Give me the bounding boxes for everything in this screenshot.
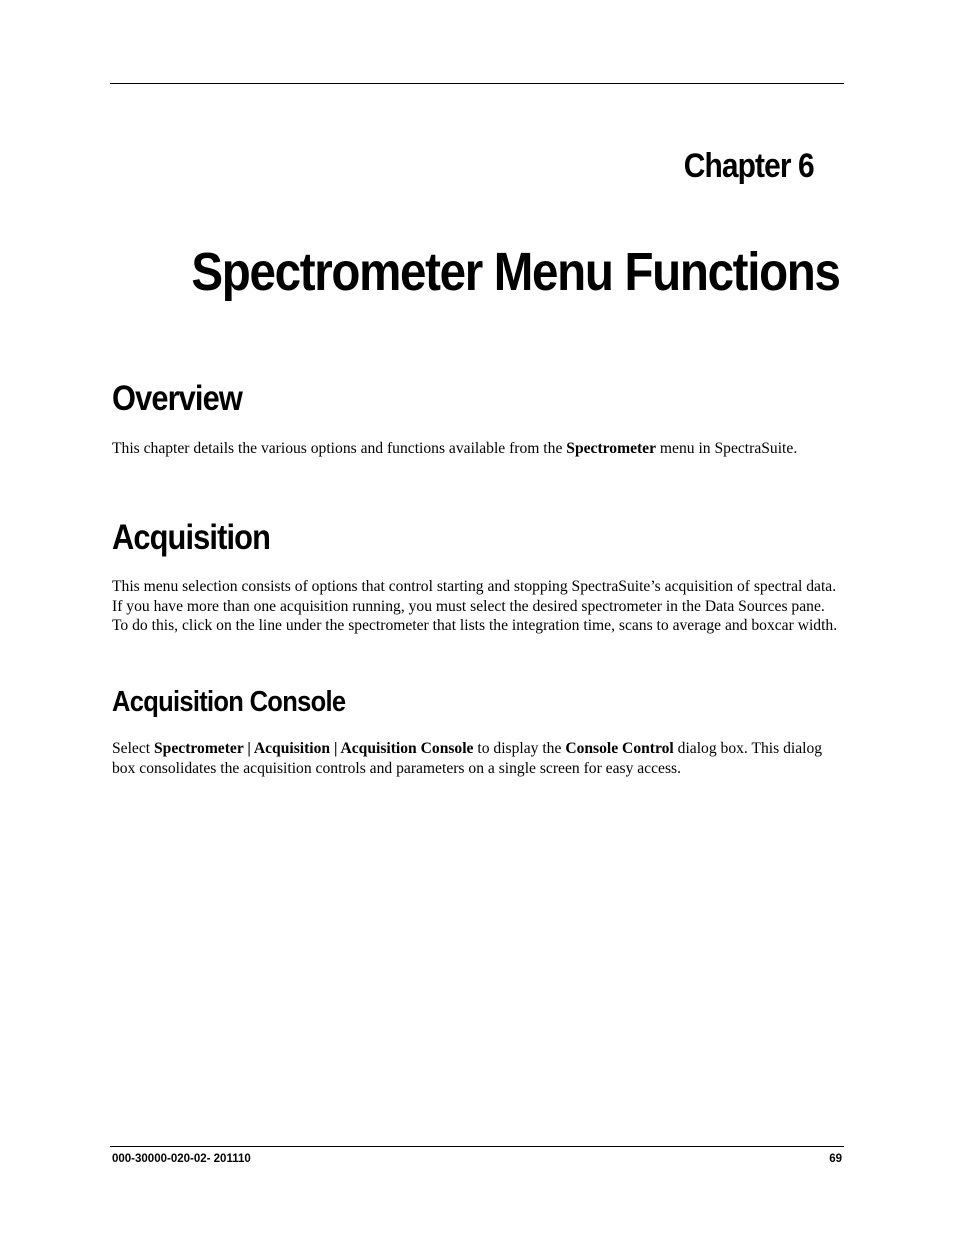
footer-doc-number: 000-30000-020-02- 201110 xyxy=(112,1153,251,1165)
paragraph-acquisition: This menu selection consists of options that control starting and stopping SpectraSuite’s acquisition of spectral data. If you have more than one acquisition running, you must select the desired spectrometer in the Data Sources pane. To do this, click on the line under the spectrometer that lists the integration time, scans to average and boxcar width. xyxy=(112,578,838,635)
paragraph-console-text-2: to display the xyxy=(473,740,566,757)
paragraph-overview xyxy=(112,439,840,459)
chapter-label: Chapter 6 xyxy=(683,147,814,185)
heading-overview: Overview xyxy=(112,379,242,418)
paragraph-console-text-1: Select xyxy=(112,740,154,757)
heading-acquisition: Acquisition xyxy=(112,518,271,557)
footer-rule xyxy=(110,1146,844,1147)
paragraph-overview-text-2: menu in SpectraSuite. xyxy=(656,440,798,457)
paragraph-console-bold-2: Console Control xyxy=(565,740,674,757)
chapter-title: Spectrometer Menu Functions xyxy=(191,242,840,302)
paragraph-acquisition-console xyxy=(112,739,840,778)
header-rule xyxy=(110,83,844,84)
footer-page-number: 69 xyxy=(829,1153,842,1165)
paragraph-console-bold-1: Spectrometer | Acquisition | Acquisition Console xyxy=(154,740,474,757)
paragraph-overview-bold-1: Spectrometer xyxy=(566,440,657,457)
heading-acquisition-console: Acquisition Console xyxy=(112,686,346,718)
paragraph-console-text-3: dialog box. This dialog box consolidates the acquisition controls and parameters on a single screen for easy access. xyxy=(112,740,823,777)
paragraph-overview-text-1: This chapter details the various options and functions available from the xyxy=(112,440,567,457)
